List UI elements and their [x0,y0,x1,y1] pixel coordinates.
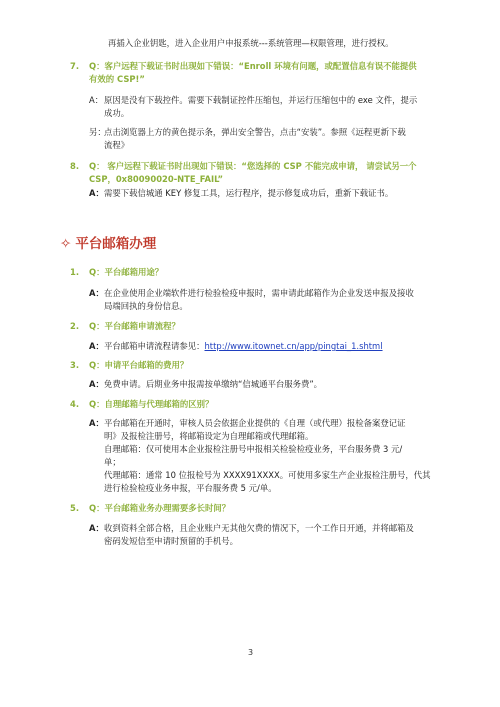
question-text: Q： 客户远程下载证书时出现如下错误：“您选择的 CSP 不能完成申请， 请尝试另一个 [89,161,417,171]
answer-prefix: 平台邮箱申请流程请参见： [104,341,205,351]
question-text: Q：申请平台邮箱的费用？ [89,360,189,370]
continuation-text: 再插入企业钥匙，进入企业用户申报系统---系统管理—权限管理，进行授权。 [108,38,394,48]
answer-text: 进行检验检疫业务申报，平台服务费 5 元/单。 [104,483,277,493]
answer-text [104,340,383,352]
section-title-text: 平台邮箱办理 [75,236,157,252]
question-text: Q：客户远程下载证书时出现如下错误：“Enroll 环境有问题，或配置信息有误不能提供 [89,61,417,71]
item-number: 1. [70,267,80,277]
answer-text: 需要下载信城通 KEY 修复工具，运行程序，提示修复成功后，重新下载证书。 [104,188,394,198]
answer-text: 在企业使用企业端软件进行检验检疫申报时，需申请此邮箱作为企业发送申报及接收 [104,288,414,298]
item-number: 4. [70,399,80,409]
answer-label: A： [89,288,104,298]
page-number: 3 [248,648,254,657]
item-number: 7. [70,61,80,71]
answer-text: 免费申请。后期业务申报需按单缴纳“信城通平台服务费”。 [104,379,323,389]
item-number: 8. [70,161,80,171]
answer-label: A： [89,188,104,198]
note-text: 流程》 [104,140,130,150]
pingtai-link[interactable]: http://www.itownet.cn/app/pingtai_1.shtml [204,341,383,351]
answer-label: A： [89,418,104,428]
note-text: 点击浏览器上方的黄色提示条，弹出安全警告，点击“安装”。参照《远程更新下载 [104,127,406,137]
answer-text: 明》及报检注册号，将邮箱设定为自理邮箱或代理邮箱。 [104,431,314,441]
question-text: Q：自理邮箱与代理邮箱的区别？ [89,399,214,409]
question-text: CSP，0x80090020-NTE_FAIL” [89,174,223,184]
diamond-icon: ✧ [60,236,72,252]
item-number: 5. [70,503,80,513]
section-title [60,235,156,253]
answer-text: 局端回执的身份信息。 [104,301,188,311]
answer-label: A： [89,341,104,351]
answer-text: 平台邮箱在开通时，审核人员会依据企业提供的《自理（或代理）报检备案登记证 [104,418,406,428]
answer-text: 成功。 [104,108,130,118]
question-text: Q：平台邮箱业务办理需要多长时间？ [89,503,231,513]
question-text: Q：平台邮箱申请流程？ [89,321,180,331]
answer-label: A： [89,523,104,533]
question-text: Q：平台邮箱用途？ [89,267,164,277]
answer-label: A： [89,379,104,389]
answer-text: 自理邮箱：仅可使用本企业报检注册号申报相关检验检疫业务，平台服务费 3 元/ [104,444,403,454]
answer-text: 单； [104,457,121,467]
answer-text: 密码发短信至申请时预留的手机号。 [104,536,238,546]
note-label: 另： [89,127,106,137]
item-number: 2. [70,321,80,331]
answer-label: A： [89,95,104,105]
answer-text: 代理邮箱：通常 10 位报检号为 XXXX91XXXX。可使用多家生产企业报检注册号，代其 [104,470,431,480]
answer-text: 收到资料全部合格，且企业账户无其他欠费的情况下，一个工作日开通，并将邮箱及 [104,523,414,533]
question-text: 有效的 CSP!” [89,74,145,84]
answer-text: 原因是没有下载控件。需要下载制证控件压缩包，并运行压缩包中的 exe 文件，提示 [104,95,418,105]
item-number: 3. [70,360,80,370]
